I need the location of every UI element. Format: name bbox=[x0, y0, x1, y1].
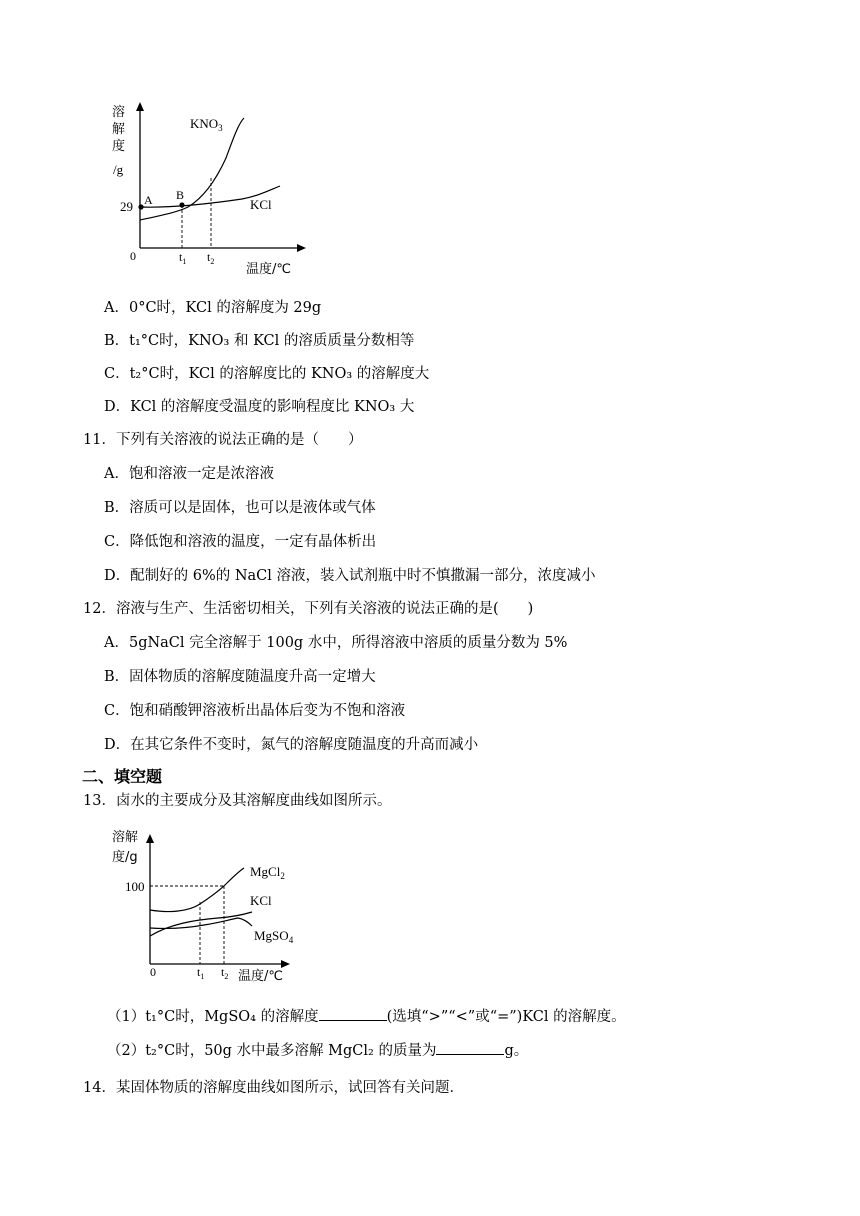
t1-tick-label: $t_1$ bbox=[179, 250, 187, 266]
y-tick-29: 29 bbox=[120, 199, 133, 214]
q10-option-b: B．t₁°C时，KNO₃ 和 KCl 的溶质质量分数相等 bbox=[104, 333, 415, 349]
point-a bbox=[138, 204, 143, 209]
mgcl2-curve bbox=[150, 868, 244, 912]
q13-part2 bbox=[107, 1040, 528, 1061]
solubility-chart-kno3-kcl bbox=[108, 98, 308, 280]
q13-part1-blank[interactable] bbox=[319, 1006, 387, 1021]
kcl-series-label: KCl bbox=[250, 197, 272, 212]
q13-part1-before: （1）t₁°C时，MgSO₄ 的溶解度 bbox=[107, 1009, 319, 1025]
q11-option-b: B．溶质可以是固体，也可以是液体或气体 bbox=[104, 500, 376, 516]
kcl-curve bbox=[150, 912, 252, 936]
kno3-series-label: $KNO_3$ bbox=[190, 116, 223, 133]
point-b-label: B bbox=[176, 188, 185, 202]
q13-stem: 13．卤水的主要成分及其溶解度曲线如图所示。 bbox=[83, 793, 392, 809]
y-axis-label-3: 度 bbox=[112, 139, 126, 154]
x-axis-label: 温度/℃ bbox=[246, 262, 291, 277]
x-axis-label: 温度/℃ bbox=[238, 969, 283, 984]
y-axis-arrow bbox=[146, 834, 154, 843]
q14-stem: 14．某固体物质的溶解度曲线如图所示，试回答有关问题． bbox=[83, 1080, 464, 1096]
origin-label: 0 bbox=[150, 965, 156, 979]
y-axis-label-line1: 溶解 bbox=[112, 830, 139, 845]
t1-tick-label: $t_1$ bbox=[197, 965, 205, 981]
q11-option-c: C．降低饱和溶液的温度，一定有晶体析出 bbox=[104, 534, 377, 550]
y-axis-arrow bbox=[136, 102, 144, 111]
y-axis-label-1: 溶 bbox=[112, 105, 126, 120]
y-axis-label-2: 解 bbox=[112, 122, 126, 137]
kcl-series-label: KCl bbox=[250, 893, 272, 908]
section-title: 二、填空题 bbox=[82, 767, 163, 786]
q13-part2-blank[interactable] bbox=[436, 1040, 504, 1055]
solubility-chart-mgcl2-kcl-mgso4 bbox=[108, 824, 308, 992]
q12-option-b: B．固体物质的溶解度随温度升高一定增大 bbox=[104, 669, 376, 685]
q10-option-d: D．KCl 的溶解度受温度的影响程度比 KNO₃ 大 bbox=[104, 399, 415, 415]
q13-part2-before: （2）t₂°C时，50g 水中最多溶解 MgCl₂ 的质量为 bbox=[107, 1043, 437, 1059]
q13-part1-after: (选填“>”“<”或“=”)KCl 的溶解度。 bbox=[386, 1009, 626, 1025]
q10-option-c: C．t₂°C时，KCl 的溶解度比的 KNO₃ 的溶解度大 bbox=[104, 366, 430, 382]
origin-label: 0 bbox=[130, 249, 136, 263]
q10-option-a: A．0°C时，KCl 的溶解度为 29g bbox=[104, 300, 322, 316]
t2-tick-label: $t_2$ bbox=[207, 250, 215, 266]
t2-tick-label: $t_2$ bbox=[221, 965, 229, 981]
point-a-label: A bbox=[144, 193, 153, 207]
q11-option-a: A．饱和溶液一定是浓溶液 bbox=[104, 466, 274, 482]
mgso4-series-label: MgSO$_4$ bbox=[254, 928, 294, 945]
q13-part2-after: g。 bbox=[504, 1043, 529, 1059]
kno3-curve bbox=[140, 118, 244, 220]
q12-option-c: C．饱和硝酸钾溶液析出晶体后变为不饱和溶液 bbox=[104, 703, 406, 719]
y-axis-label-line2: 度/g bbox=[112, 850, 138, 865]
mgcl2-series-label: MgCl$_2$ bbox=[250, 864, 285, 881]
q12-option-d: D．在其它条件不变时，氮气的溶解度随温度的升高而减小 bbox=[104, 737, 479, 753]
q11-stem: 11．下列有关溶液的说法正确的是（ ） bbox=[83, 432, 363, 448]
x-axis-arrow bbox=[281, 960, 290, 968]
x-axis-arrow bbox=[297, 244, 306, 252]
q12-option-a: A．5gNaCl 完全溶解于 100g 水中，所得溶液中溶质的质量分数为 5% bbox=[104, 635, 568, 651]
q11-option-d: D．配制好的 6%的 NaCl 溶液，装入试剂瓶中时不慎撒漏一部分，浓度减小 bbox=[104, 568, 596, 584]
q12-stem: 12．溶液与生产、生活密切相关，下列有关溶液的说法正确的是( ) bbox=[83, 601, 534, 617]
q13-part1 bbox=[107, 1006, 626, 1027]
y-tick-100: 100 bbox=[125, 879, 145, 894]
y-axis-label-4: /g bbox=[113, 162, 124, 177]
